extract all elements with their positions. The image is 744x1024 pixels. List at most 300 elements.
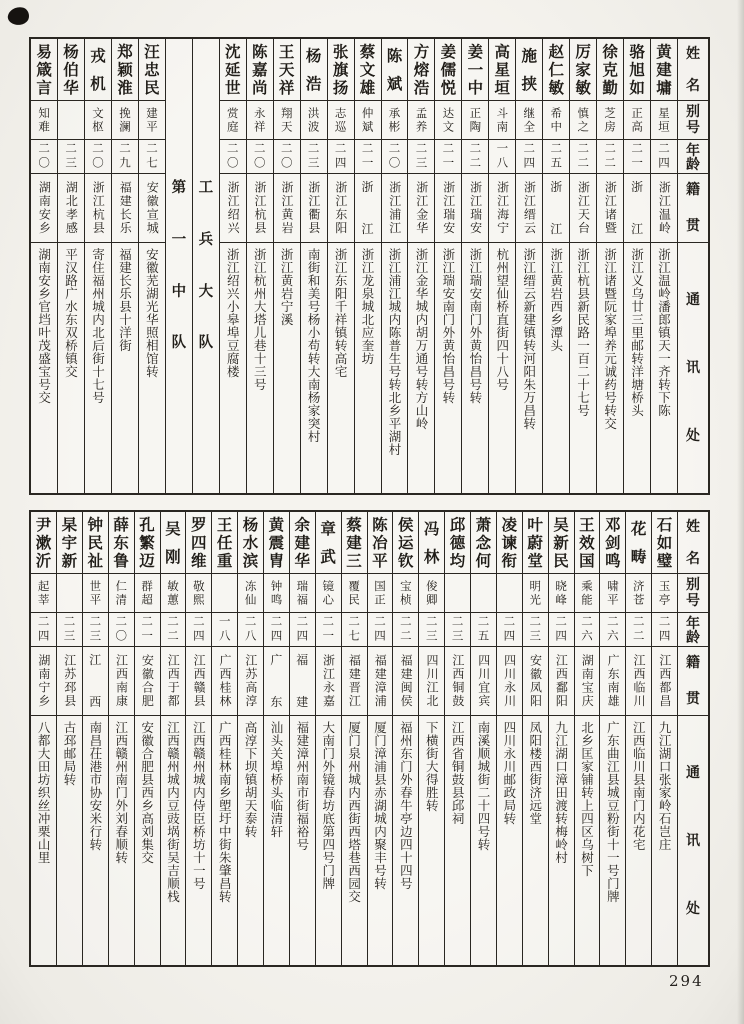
- person-column: [625, 512, 651, 965]
- person-address-cell: [382, 243, 408, 493]
- person-alias-cell: [471, 574, 496, 613]
- header-alias-label: 别 号: [686, 577, 700, 609]
- person-native: 浙江海宁: [495, 181, 510, 235]
- person-alias: 志巡: [333, 106, 348, 134]
- person-name: 张 旗 扬: [332, 41, 349, 97]
- person-column: [407, 39, 434, 493]
- person-name-cell: [238, 512, 263, 574]
- person-address: 江西临川县南门内花宅: [631, 721, 647, 851]
- person-address-cell: [274, 243, 300, 493]
- person-column: [515, 39, 542, 493]
- person-alias-cell: [112, 101, 138, 140]
- person-age-cell: [435, 140, 461, 174]
- person-alias: 正高: [630, 106, 645, 134]
- person-alias-cell: [651, 101, 677, 140]
- person-native-cell: [301, 174, 327, 243]
- person-native-cell: [139, 174, 165, 243]
- person-alias-cell: [220, 101, 246, 140]
- person-name: 邱 德 均: [449, 514, 466, 570]
- header-address-label: 通 讯 处: [686, 292, 700, 444]
- person-column: [263, 512, 289, 965]
- person-address-cell: [549, 716, 574, 965]
- person-age: 二二: [631, 615, 646, 644]
- person-native-cell: [186, 647, 211, 716]
- person-age: 二三: [64, 142, 79, 171]
- person-native-cell: [57, 647, 82, 716]
- person-native: 浙江诸暨: [603, 181, 618, 235]
- person-age-cell: [543, 140, 569, 174]
- person-name: 吴 新 民: [553, 514, 569, 570]
- person-address: 浙江缙云新建镇转河阳朱万昌转: [521, 248, 537, 430]
- person-age: 二〇: [37, 142, 52, 171]
- person-address: 汕头关埠桥头临清轩: [268, 721, 284, 838]
- person-age: 二三: [414, 142, 429, 171]
- person-alias-cell: [462, 101, 488, 140]
- person-name: 戎 机: [90, 45, 106, 93]
- person-name-cell: [393, 512, 418, 574]
- person-alias-cell: [570, 101, 596, 140]
- person-address-cell: [408, 243, 434, 493]
- header-age-cell: [678, 613, 708, 647]
- person-alias-cell: [109, 574, 134, 613]
- person-address-cell: [489, 243, 515, 493]
- person-address-cell: [186, 716, 211, 965]
- person-age: 二四: [36, 615, 51, 644]
- person-age-cell: [139, 140, 165, 174]
- person-native-cell: [651, 174, 677, 243]
- person-alias: 宝桢: [398, 579, 413, 607]
- person-address-cell: [212, 716, 237, 965]
- person-name: 章 武: [320, 518, 336, 566]
- person-alias-cell: [247, 101, 273, 140]
- person-address: 浙江金华城内胡万通号转方山岭: [413, 248, 429, 430]
- header-alias-cell: [678, 574, 708, 613]
- person-address: 江西赣州南门外刘春顺转: [113, 721, 129, 864]
- person-name-cell: [497, 512, 522, 574]
- person-column: [111, 39, 138, 493]
- person-native: 四川宜宾: [476, 654, 491, 708]
- upper-roster-table: [29, 37, 710, 495]
- person-native: 浙江浦江: [387, 181, 402, 235]
- person-native-cell: [570, 174, 596, 243]
- person-address-cell: [31, 243, 57, 493]
- person-address: 厦门泉州城内西街西塔巷西园交: [346, 721, 362, 903]
- person-address-cell: [516, 243, 542, 493]
- person-name: 黄 建 墉: [656, 41, 672, 97]
- person-address: 浙江诸暨阮家埠养元诚药号转交: [602, 248, 618, 430]
- person-native-cell: [264, 647, 289, 716]
- person-age: 二四: [657, 142, 672, 171]
- person-alias-cell: [624, 101, 650, 140]
- person-age-cell: [497, 613, 522, 647]
- header-name-label: 姓 名: [686, 518, 700, 567]
- person-age: 二一: [321, 615, 336, 644]
- person-age-cell: [489, 140, 515, 174]
- person-age: 二三: [88, 615, 103, 644]
- person-native-cell: [597, 174, 623, 243]
- person-name-cell: [220, 39, 246, 101]
- person-alias-cell: [161, 574, 186, 613]
- person-name-cell: [161, 512, 186, 574]
- person-address-cell: [523, 716, 548, 965]
- person-native: 四川江北: [424, 654, 439, 708]
- header-address-label: 通 讯 处: [686, 764, 700, 917]
- person-age: 二二: [603, 142, 618, 171]
- person-alias-cell: [489, 101, 515, 140]
- person-name: 萧 念 何: [475, 514, 492, 570]
- person-address: 凤阳楼西街济远堂: [527, 721, 543, 825]
- header-age-label: 年 龄: [686, 142, 700, 173]
- person-column: [56, 512, 82, 965]
- person-address-cell: [570, 243, 596, 493]
- person-alias-cell: [652, 574, 677, 613]
- person-alias-cell: [316, 574, 341, 613]
- person-native-cell: [290, 647, 315, 716]
- person-native-cell: [445, 647, 470, 716]
- person-address: 福建漳州南市街福裕号: [294, 721, 310, 851]
- person-name: 姜 儒 悦: [440, 41, 457, 97]
- person-alias-cell: [408, 101, 434, 140]
- person-native: 四川永川: [502, 654, 517, 708]
- person-address-cell: [471, 716, 496, 965]
- person-alias-cell: [600, 574, 625, 613]
- person-age: 二五: [476, 615, 491, 644]
- person-age-cell: [31, 140, 57, 174]
- person-alias: 仲斌: [360, 106, 375, 134]
- person-name: 侯 运 钦: [398, 514, 414, 570]
- person-address-cell: [31, 716, 56, 965]
- person-alias: 承彬: [387, 106, 402, 134]
- person-name-cell: [58, 39, 84, 101]
- person-name-cell: [135, 512, 160, 574]
- person-native-cell: [408, 174, 434, 243]
- field-header-column: [677, 39, 708, 493]
- person-address-cell: [626, 716, 651, 965]
- person-address-cell: [462, 243, 488, 493]
- person-address: 浙江杭州大塔儿巷十三号: [252, 248, 268, 391]
- person-age: 二〇: [279, 142, 294, 171]
- person-native-cell: [393, 647, 418, 716]
- person-alias: 斗南: [495, 106, 510, 134]
- person-native-cell: [212, 647, 237, 716]
- person-alias-cell: [186, 574, 211, 613]
- person-alias: 敏蕙: [165, 579, 180, 607]
- person-alias: 俊卿: [424, 579, 439, 607]
- person-address: 广东曲江县城豆粉街十一号门牌: [605, 721, 621, 903]
- person-name-cell: [109, 512, 134, 574]
- person-name: 尹 漱 沂: [35, 514, 52, 570]
- person-address: 浙江黄岩西乡潭头: [548, 248, 564, 352]
- person-name-cell: [368, 512, 393, 574]
- person-column: [651, 512, 677, 965]
- person-native: 江西都昌: [657, 654, 672, 708]
- person-alias: 晓峰: [554, 579, 569, 607]
- person-age-cell: [575, 613, 600, 647]
- person-alias: 芝房: [603, 106, 618, 134]
- person-address: 浙江温岭潘郎镇天一齐转下陈: [656, 248, 672, 417]
- unit-label-cell: [166, 39, 192, 493]
- person-age-cell: [58, 140, 84, 174]
- person-name: 杨 浩: [305, 45, 322, 93]
- person-name-cell: [549, 512, 574, 574]
- person-name-cell: [408, 39, 434, 101]
- person-name: 蔡 文 雄: [359, 41, 376, 97]
- person-name-cell: [301, 39, 327, 101]
- person-native: 江西于都: [166, 654, 181, 708]
- person-name: 陈 冶 平: [372, 514, 388, 570]
- person-alias: 覆民: [347, 579, 362, 607]
- person-alias: 济苍: [631, 579, 646, 607]
- person-age-cell: [238, 613, 263, 647]
- person-alias: 建平: [144, 106, 159, 134]
- person-native: 江西南康: [114, 654, 129, 708]
- person-native: 广东南雄: [606, 654, 621, 708]
- person-name: 陈 嘉 尚: [251, 41, 268, 97]
- person-address-cell: [161, 716, 186, 965]
- person-name: 骆 旭 如: [629, 41, 645, 97]
- person-alias-cell: [575, 574, 600, 613]
- person-native-cell: [368, 647, 393, 716]
- person-native-cell: [135, 647, 160, 716]
- person-age-cell: [624, 140, 650, 174]
- person-column: [315, 512, 341, 965]
- person-name: 厉 家 敏: [575, 41, 591, 97]
- person-alias-cell: [212, 574, 237, 613]
- person-alias: 翔天: [279, 106, 294, 134]
- person-name-cell: [212, 512, 237, 574]
- person-address-cell: [220, 243, 246, 493]
- person-alias-cell: [445, 574, 470, 613]
- person-address: 寄住福州城内北后街十七号: [90, 248, 106, 404]
- person-column: [488, 39, 515, 493]
- person-name-cell: [31, 39, 57, 101]
- person-name: 方 熔 浩: [413, 41, 430, 97]
- person-age-cell: [328, 140, 354, 174]
- person-age-cell: [462, 140, 488, 174]
- person-column: [470, 512, 496, 965]
- person-alias: 达文: [441, 106, 456, 134]
- person-native-cell: [471, 647, 496, 716]
- person-native: 浙江瑞安: [468, 181, 483, 235]
- person-name-cell: [624, 39, 650, 101]
- person-age: 二四: [269, 615, 284, 644]
- person-address: 浙江瑞安南门外黄怡昌号转: [440, 248, 456, 404]
- header-native-label: 籍 贯: [686, 655, 700, 707]
- person-column: [31, 512, 56, 965]
- person-native: 广 东: [270, 653, 283, 709]
- person-age-cell: [109, 613, 134, 647]
- person-native: 福建漳浦: [373, 654, 388, 708]
- person-column: [599, 512, 625, 965]
- person-address: 杭州望仙桥直街四十八号: [494, 248, 510, 391]
- person-native-cell: [382, 174, 408, 243]
- person-native: 浙江天台: [576, 181, 591, 235]
- person-age: 二四: [295, 615, 310, 644]
- person-native-cell: [543, 174, 569, 243]
- person-age-cell: [135, 613, 160, 647]
- person-column: [211, 512, 237, 965]
- person-native: 福建闽侯: [399, 654, 414, 708]
- person-alias-cell: [238, 574, 263, 613]
- person-address-cell: [445, 716, 470, 965]
- person-native-cell: [600, 647, 625, 716]
- person-column: [237, 512, 263, 965]
- person-native: 江西赣县: [192, 654, 207, 708]
- person-age-cell: [83, 613, 108, 647]
- person-name-cell: [489, 39, 515, 101]
- person-name: 杨 伯 华: [63, 41, 79, 97]
- person-native: 安徽合肥: [140, 654, 155, 708]
- person-address: 安徽芜湖光华照相馆转: [144, 248, 160, 378]
- person-native-cell: [109, 647, 134, 716]
- person-column: [300, 39, 327, 493]
- person-alias-cell: [328, 101, 354, 140]
- person-native: 江西铜鼓: [450, 654, 465, 708]
- person-name-cell: [328, 39, 354, 101]
- person-alias: 钟鸣: [269, 579, 284, 607]
- person-native: 浙江温岭: [657, 181, 672, 235]
- person-name-cell: [471, 512, 496, 574]
- person-age: 二二: [165, 615, 180, 644]
- person-column: [108, 512, 134, 965]
- unit-label-cell: [193, 39, 219, 493]
- person-address-cell: [368, 716, 393, 965]
- ink-blot: [7, 5, 31, 26]
- person-name-cell: [85, 39, 111, 101]
- person-native-cell: [355, 174, 381, 243]
- person-native-cell: [489, 174, 515, 243]
- person-address: 浙江绍兴小皋埠豆腐楼: [225, 248, 241, 378]
- person-alias: 仁清: [114, 579, 129, 607]
- person-age: 二一: [360, 142, 375, 171]
- person-address-cell: [109, 716, 134, 965]
- person-age-cell: [570, 140, 596, 174]
- person-alias-cell: [543, 101, 569, 140]
- person-name: 姜 一 中: [467, 41, 484, 97]
- person-address-cell: [355, 243, 381, 493]
- person-age-cell: [419, 613, 444, 647]
- person-alias: 啸平: [605, 579, 620, 607]
- person-age-cell: [471, 613, 496, 647]
- person-name: 罗 四 维: [191, 514, 207, 570]
- person-age: 二一: [140, 615, 155, 644]
- unit-label: 工 兵 大 队: [198, 179, 214, 352]
- person-alias: 玉亭: [657, 579, 672, 607]
- person-age: 二三: [306, 142, 321, 171]
- person-age-cell: [220, 140, 246, 174]
- person-name-cell: [543, 39, 569, 101]
- person-name-cell: [575, 512, 600, 574]
- person-name-cell: [626, 512, 651, 574]
- person-native: 江西鄱阳: [554, 654, 569, 708]
- person-age-cell: [316, 613, 341, 647]
- person-name-cell: [597, 39, 623, 101]
- header-alias-label: 别 号: [686, 104, 700, 136]
- person-name-cell: [342, 512, 367, 574]
- person-alias: 乘能: [579, 579, 594, 607]
- person-address-cell: [83, 716, 108, 965]
- person-column: [84, 39, 111, 493]
- person-column: [289, 512, 315, 965]
- person-column: [185, 512, 211, 965]
- person-address-cell: [316, 716, 341, 965]
- person-address: 八都大田坊织丝冲栗山里: [36, 721, 52, 864]
- person-column: [650, 39, 677, 493]
- person-address: 浙江浦江城内陈普生号转北乡平湖村: [386, 248, 402, 456]
- person-alias: 继全: [522, 106, 537, 134]
- person-alias-cell: [264, 574, 289, 613]
- person-address-cell: [435, 243, 461, 493]
- unit-label-column: [192, 39, 219, 493]
- person-alias-cell: [139, 101, 165, 140]
- person-name-cell: [139, 39, 165, 101]
- person-age-cell: [368, 613, 393, 647]
- person-address-cell: [624, 243, 650, 493]
- person-alias-cell: [419, 574, 444, 613]
- person-alias-cell: [290, 574, 315, 613]
- person-address-cell: [290, 716, 315, 965]
- header-native-cell: [678, 647, 708, 716]
- person-address: 南昌茌港市协安米行转: [87, 721, 103, 851]
- person-age: 二三: [424, 615, 439, 644]
- person-alias: 慎之: [576, 106, 591, 134]
- person-name-cell: [523, 512, 548, 574]
- person-native-cell: [31, 647, 56, 716]
- person-address-cell: [575, 716, 600, 965]
- person-age: 一八: [495, 142, 510, 171]
- person-name-cell: [600, 512, 625, 574]
- person-native-cell: [161, 647, 186, 716]
- person-age-cell: [408, 140, 434, 174]
- person-age-cell: [186, 613, 211, 647]
- person-name: 郑 颖 淮: [117, 41, 133, 97]
- person-name: 蔡 建 三: [346, 514, 362, 570]
- person-native: 广西桂林: [217, 654, 232, 708]
- person-address: 浙江杭县新民路一百二十七号: [575, 248, 591, 417]
- person-native: 浙江衢县: [306, 181, 321, 235]
- person-age: 一八: [217, 615, 232, 644]
- person-age-cell: [445, 613, 470, 647]
- person-column: [134, 512, 160, 965]
- person-address-cell: [301, 243, 327, 493]
- person-name: 王 效 国: [579, 514, 595, 570]
- person-address-cell: [600, 716, 625, 965]
- person-native-cell: [575, 647, 600, 716]
- person-alias: 冻仙: [243, 579, 258, 607]
- person-alias: 知难: [37, 106, 52, 134]
- person-age-cell: [549, 613, 574, 647]
- person-age: 二四: [333, 142, 348, 171]
- person-address: 福建长乐县十洋街: [117, 248, 133, 352]
- page-number: 294: [669, 972, 704, 990]
- person-column: [444, 512, 470, 965]
- person-age: 二〇: [225, 142, 240, 171]
- person-native: 浙江杭县: [91, 181, 106, 235]
- person-alias: 洪波: [306, 106, 321, 134]
- person-age: 二三: [528, 615, 543, 644]
- person-name: 施 挟: [521, 45, 538, 93]
- person-column: [418, 512, 444, 965]
- person-address: 大南门外镜春坊底第四号门牌: [320, 721, 336, 890]
- header-age-cell: [678, 140, 708, 174]
- person-address: 平汉路广水东双桥镇交: [63, 248, 79, 378]
- person-native-cell: [516, 174, 542, 243]
- person-age: 二六: [605, 615, 620, 644]
- person-name: 汪 忠 民: [144, 41, 160, 97]
- person-native-cell: [247, 174, 273, 243]
- person-age-cell: [161, 613, 186, 647]
- person-alias: 星垣: [657, 106, 672, 134]
